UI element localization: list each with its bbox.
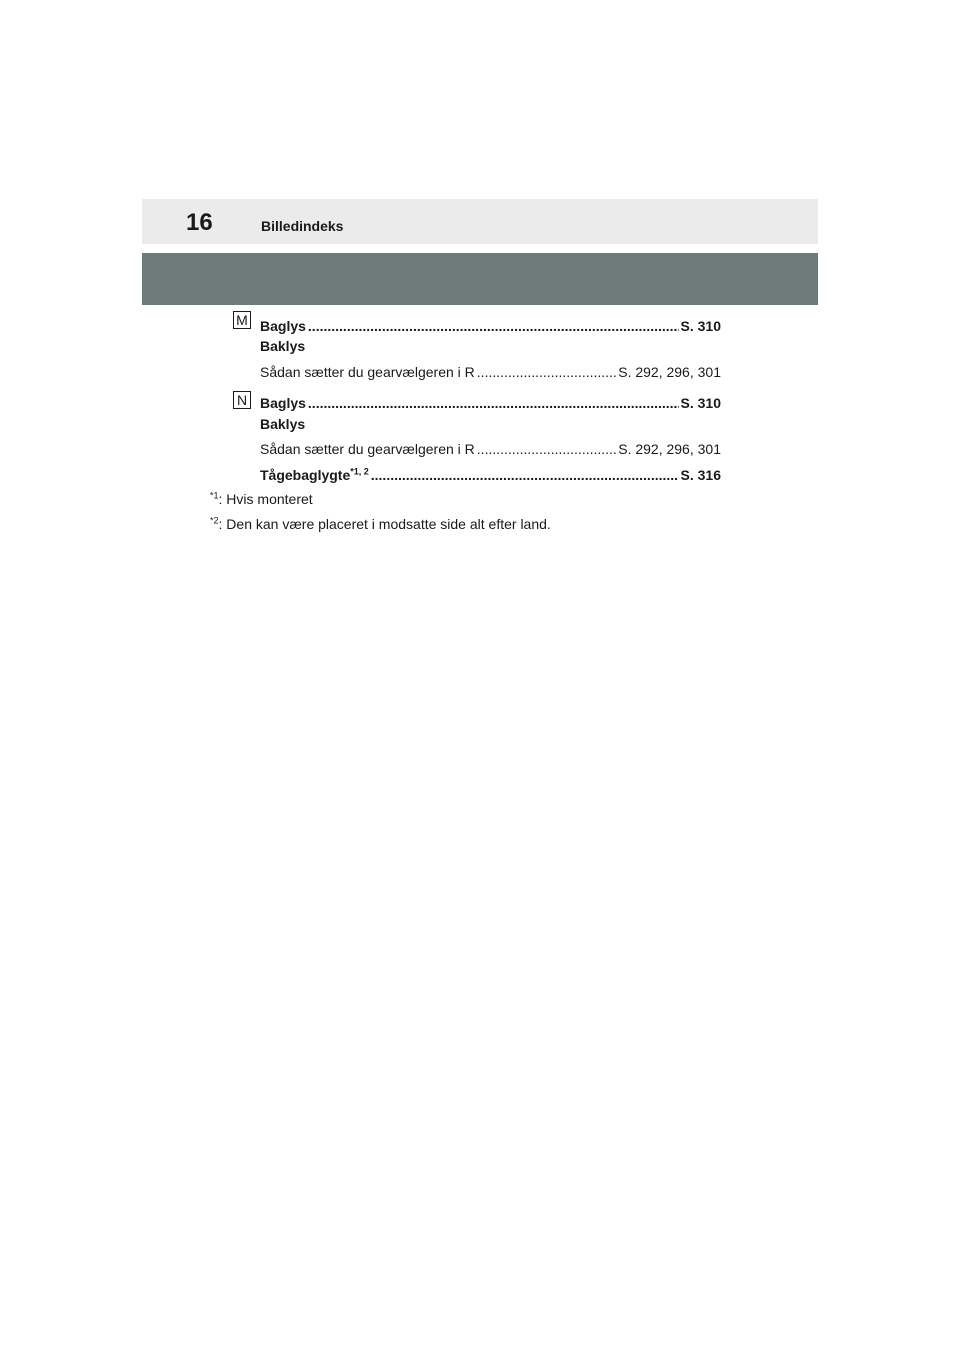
leader-dots: [308, 395, 679, 411]
leader-dots: [371, 467, 679, 483]
footnote: [210, 516, 551, 532]
page-ref[interactable]: S. 316: [680, 467, 721, 483]
section-letter-n: N: [233, 391, 251, 409]
index-entry[interactable]: [260, 364, 721, 380]
page-ref[interactable]: S. 310: [680, 395, 721, 411]
footnote-text: : Hvis monteret: [218, 491, 313, 507]
footnote-mark: *1: [210, 490, 219, 501]
leader-dots: [477, 364, 616, 380]
entry-label: Sådan sætter du gearvælgeren i R: [260, 364, 475, 380]
index-entry[interactable]: [260, 467, 721, 483]
leader-dots: [477, 441, 616, 457]
entry-label: [260, 467, 369, 483]
entry-label: Baglys: [260, 318, 306, 334]
leader-dots: [308, 318, 679, 334]
page-ref[interactable]: S. 292, 296, 301: [618, 441, 721, 457]
page-title: Billedindeks: [261, 218, 344, 234]
index-entry[interactable]: [260, 441, 721, 457]
page-number: 16: [186, 209, 213, 236]
footnote-mark: *1, 2: [350, 466, 369, 477]
footnote: [210, 491, 313, 507]
section-letter-m: M: [233, 311, 251, 329]
entry-label: Sådan sætter du gearvælgeren i R: [260, 441, 475, 457]
page-ref[interactable]: S. 310: [680, 318, 721, 334]
header-band: [142, 253, 818, 305]
page-ref[interactable]: S. 292, 296, 301: [618, 364, 721, 380]
index-entry-heading: Baklys: [260, 338, 306, 354]
header-bar: [142, 199, 818, 244]
footnote-text: : Den kan være placeret i modsatte side alt efter land.: [218, 516, 551, 532]
entry-label: Baglys: [260, 395, 306, 411]
index-entry-heading: Baklys: [260, 416, 306, 432]
index-entry[interactable]: [260, 318, 721, 334]
footnote-mark: *2: [210, 515, 219, 526]
index-entry[interactable]: [260, 395, 721, 411]
entry-label-text: Tågebaglygte: [260, 467, 351, 483]
